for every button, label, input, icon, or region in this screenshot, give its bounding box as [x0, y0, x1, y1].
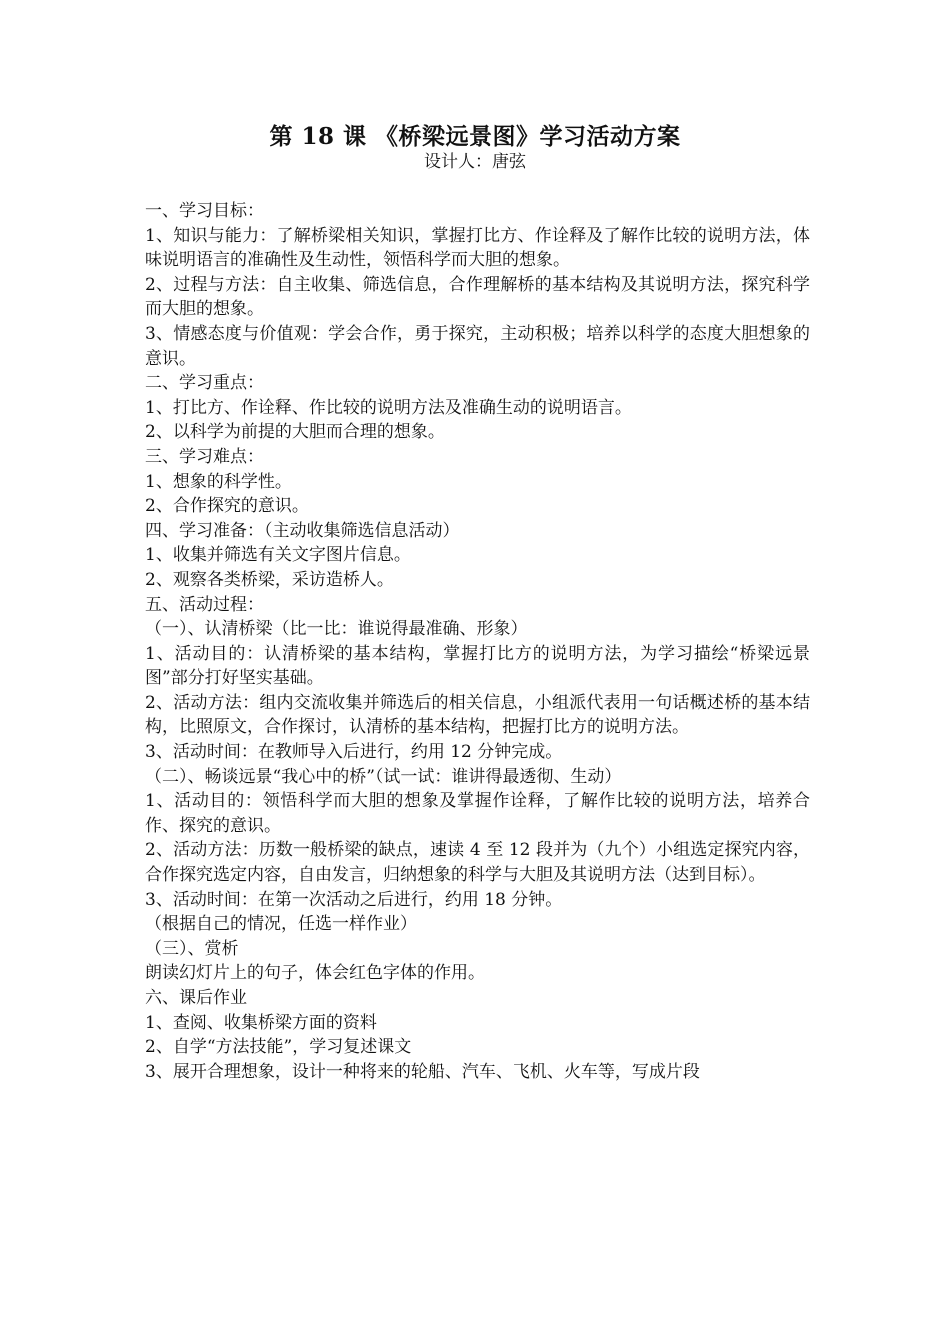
- paragraph: 朗读幻灯片上的句子，体会红色字体的作用。: [145, 963, 485, 984]
- paragraph: 2、观察各类桥梁，采访造桥人。: [145, 569, 394, 590]
- paragraph: 1、查阅、收集桥梁方面的资料: [145, 1012, 377, 1033]
- paragraph: 3、活动时间：在第一次活动之后进行，约用 18 分钟。: [145, 889, 563, 910]
- paragraph: 2、合作探究的意识。: [145, 496, 309, 517]
- document-title: 第 18 课 《桥梁远景图》学习活动方案: [269, 123, 681, 150]
- author-line: 设计人：唐弦: [424, 152, 526, 172]
- paragraph: 1、收集并筛选有关文字图片信息。: [145, 545, 411, 566]
- section-heading-preparation: 四、学习准备：（主动收集筛选信息活动）: [145, 520, 460, 541]
- section-heading-process: 五、活动过程：: [145, 594, 264, 615]
- paragraph: 3、活动时间：在教师导入后进行，约用 12 分钟完成。: [145, 742, 563, 763]
- section-heading-difficulties: 三、学习难点：: [145, 446, 264, 467]
- paragraph: 1、活动目的：领悟科学而大胆的想象及掌握作诠释，了解作比较的说明方法，培养合作、探究的意识。: [145, 791, 810, 836]
- paragraph: 2、自学“方法技能”，学习复述课文: [145, 1037, 412, 1058]
- paragraph: 1、知识与能力：了解桥梁相关知识，掌握打比方、作诠释及了解作比较的说明方法，体味说明语言的准确性及生动性，领悟科学而大胆的想象。: [145, 225, 810, 271]
- paragraph: 2、过程与方法：自主收集、筛选信息，合作理解桥的基本结构及其说明方法，探究科学而大胆的想象。: [145, 274, 810, 320]
- document-body: [145, 199, 810, 1084]
- paragraph: 3、情感态度与价值观：学会合作，勇于探究，主动积极；培养以科学的态度大胆想象的意识。: [145, 323, 810, 369]
- subsection-heading: （三）、赏析: [145, 938, 239, 959]
- subsection-heading: （二）、畅谈远景“我心中的桥”（试一试：谁讲得最透彻、生动）: [145, 766, 622, 787]
- paragraph: （根据自己的情况，任选一样作业）: [145, 914, 417, 935]
- paragraph: 2、活动方法：历数一般桥梁的缺点，速读 4 至 12 段并为（九个）小组选定探究内容，合作探究选定内容，自由发言，归纳想象的科学与大胆及其说明方法（达到目标）。: [145, 840, 810, 886]
- paragraph: 2、活动方法：组内交流收集并筛选后的相关信息，小组派代表用一句话概述桥的基本结构，比照原文，合作探讨，认清桥的基本结构，把握打比方的说明方法。: [145, 692, 810, 738]
- section-heading-homework: 六、课后作业: [145, 988, 247, 1008]
- paragraph: 1、打比方、作诠释、作比较的说明方法及准确生动的说明语言。: [145, 397, 632, 418]
- paragraph: 3、展开合理想象，设计一种将来的轮船、汽车、飞机、火车等，写成片段: [145, 1061, 700, 1082]
- section-heading-goals: 一、学习目标：: [145, 201, 264, 221]
- section-heading-key-points: 二、学习重点：: [145, 373, 264, 394]
- paragraph: 2、以科学为前提的大胆而合理的想象。: [145, 422, 445, 443]
- paragraph: 1、想象的科学性。: [145, 471, 292, 492]
- subsection-heading: （一）、认清桥梁（比一比：谁说得最准确、形象）: [145, 619, 528, 640]
- paragraph: 1、活动目的：认清桥梁的基本结构，掌握打比方的说明方法，为学习描绘“桥梁远景图”部分打好坚实基础。: [145, 643, 810, 689]
